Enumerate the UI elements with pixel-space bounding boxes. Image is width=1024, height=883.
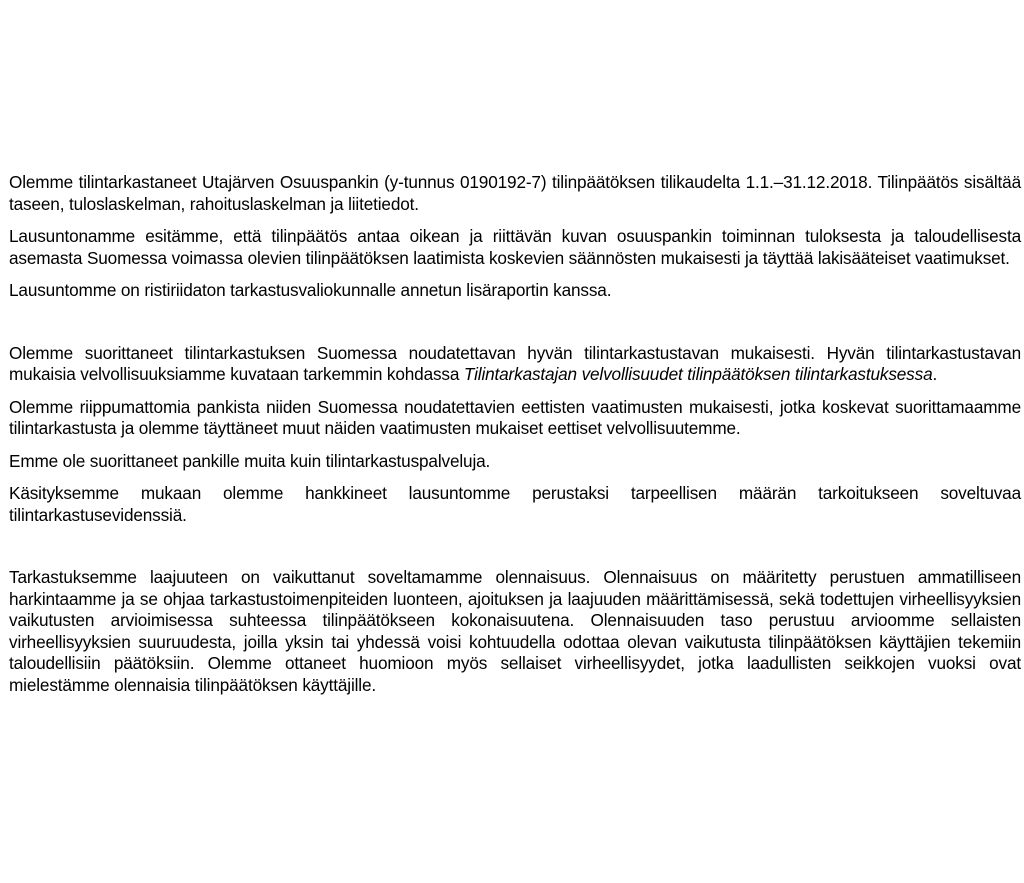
basis-italic-reference: Tilintarkastajan velvollisuudet tilinpäätöksen tilintarkastuksessa: [463, 364, 933, 384]
opinion-paragraph: Lausuntonamme esitämme, että tilinpäätös antaa oikean ja riittävän kuvan osuuspankin toiminnan tuloksesta ja taloudellisesta asemasta Suomessa voimassa olevien tilinpäätöksen laatimista koskevien säännösten mukaisesti ja täyttää lakisääteiset vaatimukset.: [9, 226, 1021, 268]
consistency-paragraph: Lausuntomme on ristiriidaton tarkastusvaliokunnalle annetun lisäraportin kanssa.: [9, 280, 612, 300]
audit-scope-paragraph: Olemme tilintarkastaneet Utajärven Osuuspankin (y-tunnus 0190192-7) tilinpäätöksen tilikaudelta 1.1.–31.12.2018. Tilinpäätös sisältää taseen, tuloslaskelman, rahoituslaskelman ja liitetiedot.: [9, 172, 1021, 214]
services-paragraph: Emme ole suorittaneet pankille muita kuin tilintarkastuspalveluja.: [9, 450, 491, 471]
basis-text: Olemme suorittaneet tilintarkastuksen Suomessa noudatettavan hyvän tilintarkastustavan mukaisesti. Hyvän tilintarkastustavan mukaisia velvollisuuksiamme kuvataan tarkemmin kohdassa: [9, 342, 1021, 384]
evidence-paragraph: Käsityksemme mukaan olemme hankkineet lausuntomme perustaksi tarpeellisen määrän tarkoitukseen soveltuvaa tilintarkastusevidenssiä.: [9, 483, 1021, 525]
report-body: [9, 172, 1021, 696]
basis-end: .: [932, 364, 938, 384]
basis-paragraph: [9, 343, 1021, 386]
independence-paragraph: Olemme riippumattomia pankista niiden Suomessa noudatettavien eettisten vaatimusten mukaisesti, jotka koskevat suorittamaamme tilintarkastusta ja olemme täyttäneet muut näiden vaatimusten mukaiset eettiset velvollisuutemme.: [9, 396, 1021, 438]
materiality-paragraph: Tarkastuksemme laajuuteen on vaikuttanut soveltamamme olennaisuus. Olennaisuus on määritetty perustuen ammatilliseen harkintaamme ja se ohjaa tarkastustoimenpiteiden luonteen, ajoituksen ja laajuuden määrittämisessä, sekä todettujen virheellisyyksien vaikutusten arvioimisessa suhteessa tilinpäätökseen kokonaisuutena. Olennaisuuden taso perustuu arvioomme sellaisten virheellisyyksien suuruudesta, joilla yksin tai yhdessä voisi kohtuudella odottaa olevan vaikutusta tilinpäätöksen käyttäjien tekemiin taloudellisiin päätöksiin. Olemme ottaneet huomioon myös sellaiset virheellisyydet, jotka laadullisten seikkojen vuoksi ovat mielestämme olennaisia tilinpäätöksen käyttäjille.: [9, 567, 1021, 695]
